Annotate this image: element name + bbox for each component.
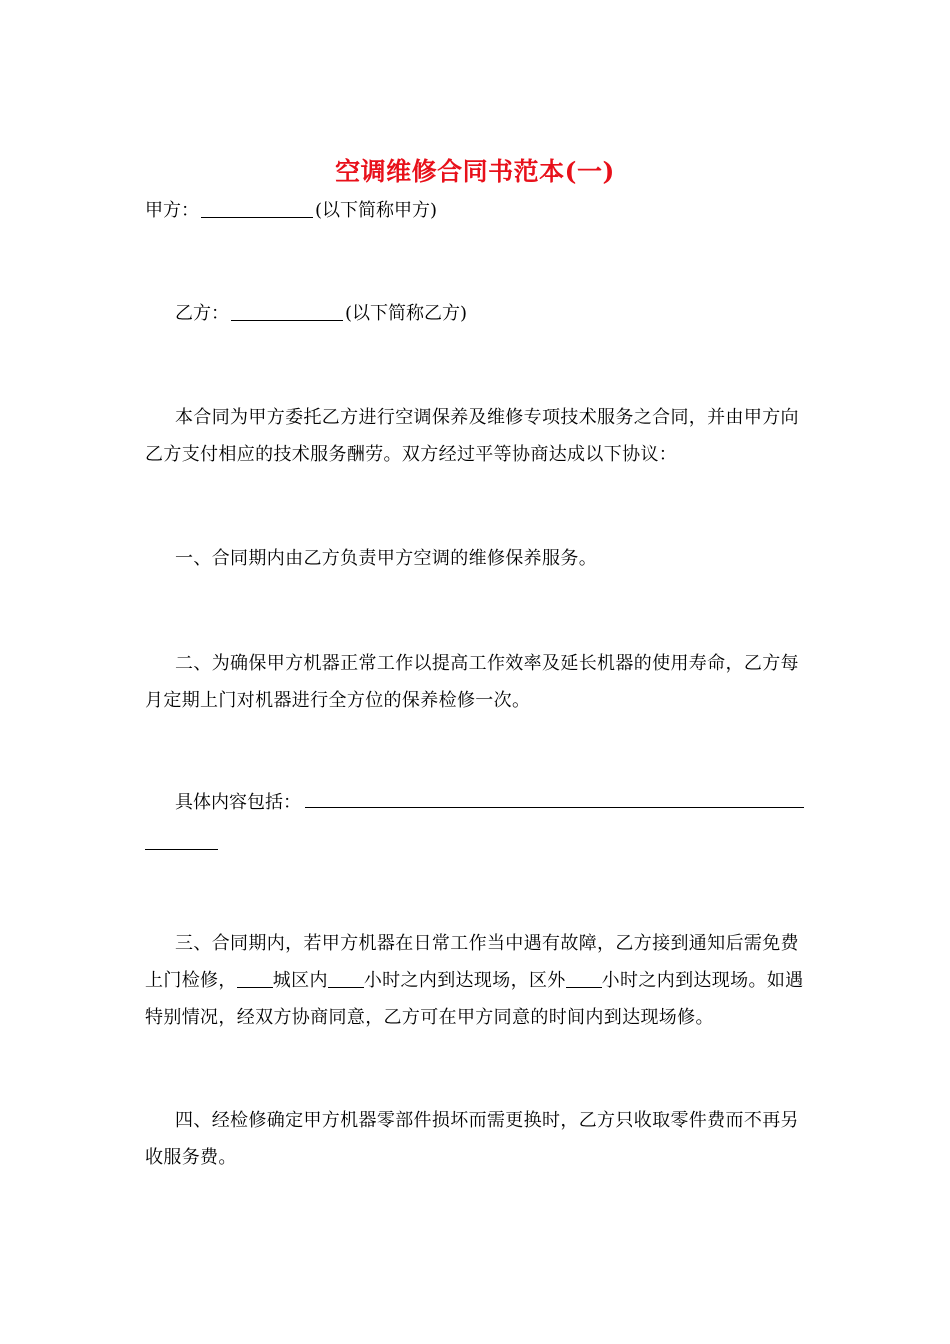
party-b-label: 乙方： [175,303,229,324]
clause-3-part-b: 城区内 [272,970,328,991]
clause-3-blank-1[interactable] [237,967,273,988]
party-a-label: 甲方： [145,200,199,221]
clause-3-blank-3[interactable] [566,967,602,988]
party-b-line [145,296,840,332]
details-line [145,785,840,821]
clause-3-part-c: 小时之内到达现场，区外 [363,970,566,991]
details-blank-line-1[interactable] [305,807,804,808]
party-a-blank[interactable] [201,197,313,218]
clause-2: 二、为确保甲方机器正常工作以提高工作效率及延长机器的使用寿命，乙方每月定期上门对机器进行全方位的保养检修一次。 [145,653,799,711]
intro-paragraph: 本合同为甲方委托乙方进行空调保养及维修专项技术服务之合同，并由甲方向乙方支付相应的技术服务酬劳。双方经过平等协商达成以下协议： [145,407,799,465]
document-title: 空调维修合同书范本(一) [335,157,615,186]
details-blank-line-2[interactable] [145,849,218,850]
clause-4: 四、经检修确定甲方机器零部件损坏而需更换时，乙方只收取零件费而不再另收服务费。 [145,1110,799,1168]
party-a-suffix: (以下简称甲方) [315,200,438,221]
clause-3 [145,925,807,1036]
clause-3-blank-2[interactable] [328,967,364,988]
details-label: 具体内容包括： [175,792,301,813]
clause-3-part-d: 小时之内到达现场。如遇特别情况，经双方协商同意，乙方可在甲方同意的时间内到达现场修。 [145,970,804,1028]
party-b-suffix: (以下简称乙方) [345,303,468,324]
clause-3-part-a: 三、合同期内，若甲方机器在日常工作当中遇有故障，乙方接到通知后需免费上门检修， [145,933,799,991]
party-a-line [145,193,810,229]
party-b-blank[interactable] [231,300,343,321]
clause-1: 一、合同期内由乙方负责甲方空调的维修保养服务。 [175,548,598,569]
